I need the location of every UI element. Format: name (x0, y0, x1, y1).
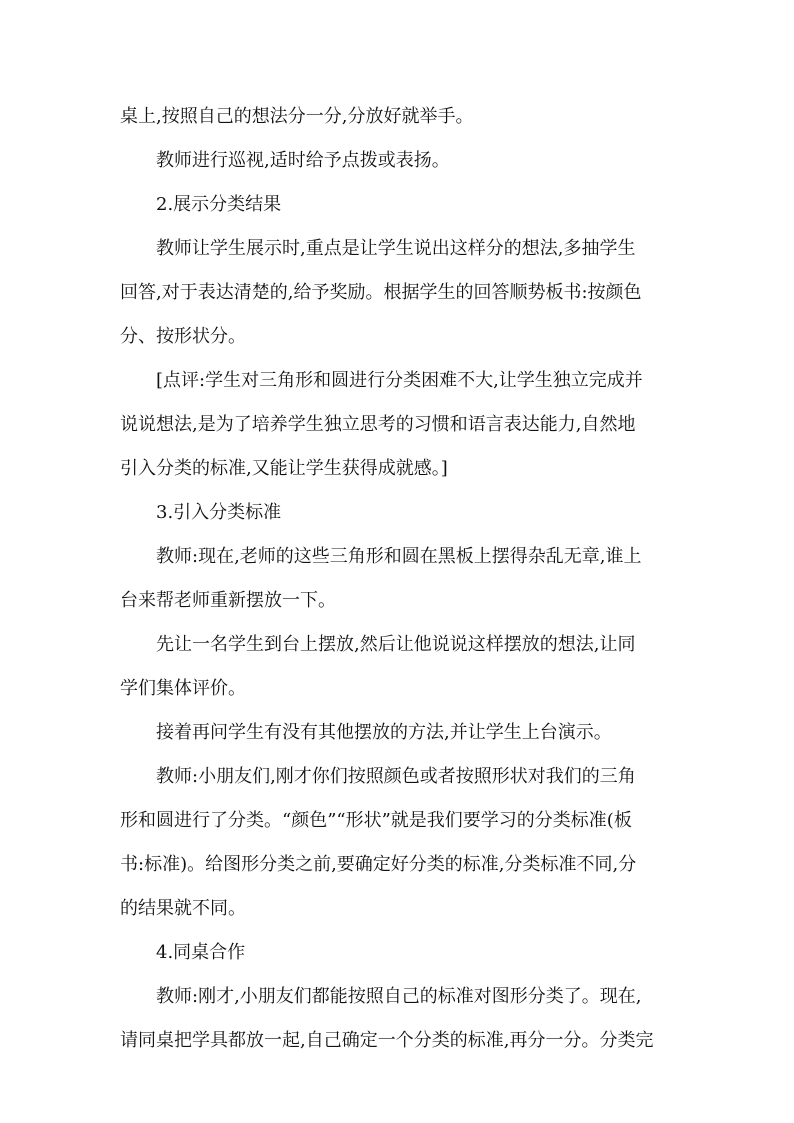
text-line: 教师:刚才,小朋友们都能按照自己的标准对图形分类了。现在, (156, 986, 642, 1007)
text-line: 的结果就不同。 (120, 898, 246, 919)
section-heading: 4.同桌合作 (156, 942, 246, 963)
text-line: 先让一名学生到台上摆放,然后让他说说这样摆放的想法,让同 (156, 634, 636, 655)
text-line: 台来帮老师重新摆放一下。 (120, 590, 336, 611)
comment-line: [点评:学生对三角形和圆进行分类困难不大,让学生独立完成并 (156, 370, 643, 391)
text-line: 教师:现在,老师的这些三角形和圆在黑板上摆得杂乱无章,谁上 (156, 546, 642, 567)
text-line: 桌上,按照自己的想法分一分,分放好就举手。 (120, 106, 474, 127)
text-line: 学们集体评价。 (120, 678, 246, 699)
text-line: 教师:小朋友们,刚才你们按照颜色或者按照形状对我们的三角 (156, 766, 636, 787)
text-line: 分、按形状分。 (120, 326, 246, 347)
document-body (120, 95, 680, 1063)
text-line: 形和圆进行了分类。“颜色”“形状”就是我们要学习的分类标准(板 (120, 810, 632, 831)
comment-line: 引入分类的标准,又能让学生获得成就感。] (120, 458, 448, 479)
comment-line: 说说想法,是为了培养学生独立思考的习惯和语言表达能力,自然地 (120, 414, 636, 435)
text-line: 请同桌把学具都放一起,自己确定一个分类的标准,再分一分。分类完 (120, 1030, 654, 1051)
text-line: 接着再问学生有没有其他摆放的方法,并让学生上台演示。 (156, 722, 612, 743)
section-heading: 2.展示分类结果 (156, 194, 282, 215)
text-line: 教师让学生展示时,重点是让学生说出这样分的想法,多抽学生 (156, 238, 636, 259)
text-line: 教师进行巡视,适时给予点拨或表扬。 (156, 150, 450, 171)
section-heading: 3.引入分类标准 (156, 502, 282, 523)
text-line: 回答,对于表达清楚的,给予奖励。根据学生的回答顺势板书:按颜色 (120, 282, 642, 303)
text-line: 书:标准)。给图形分类之前,要确定好分类的标准,分类标准不同,分 (120, 854, 637, 875)
